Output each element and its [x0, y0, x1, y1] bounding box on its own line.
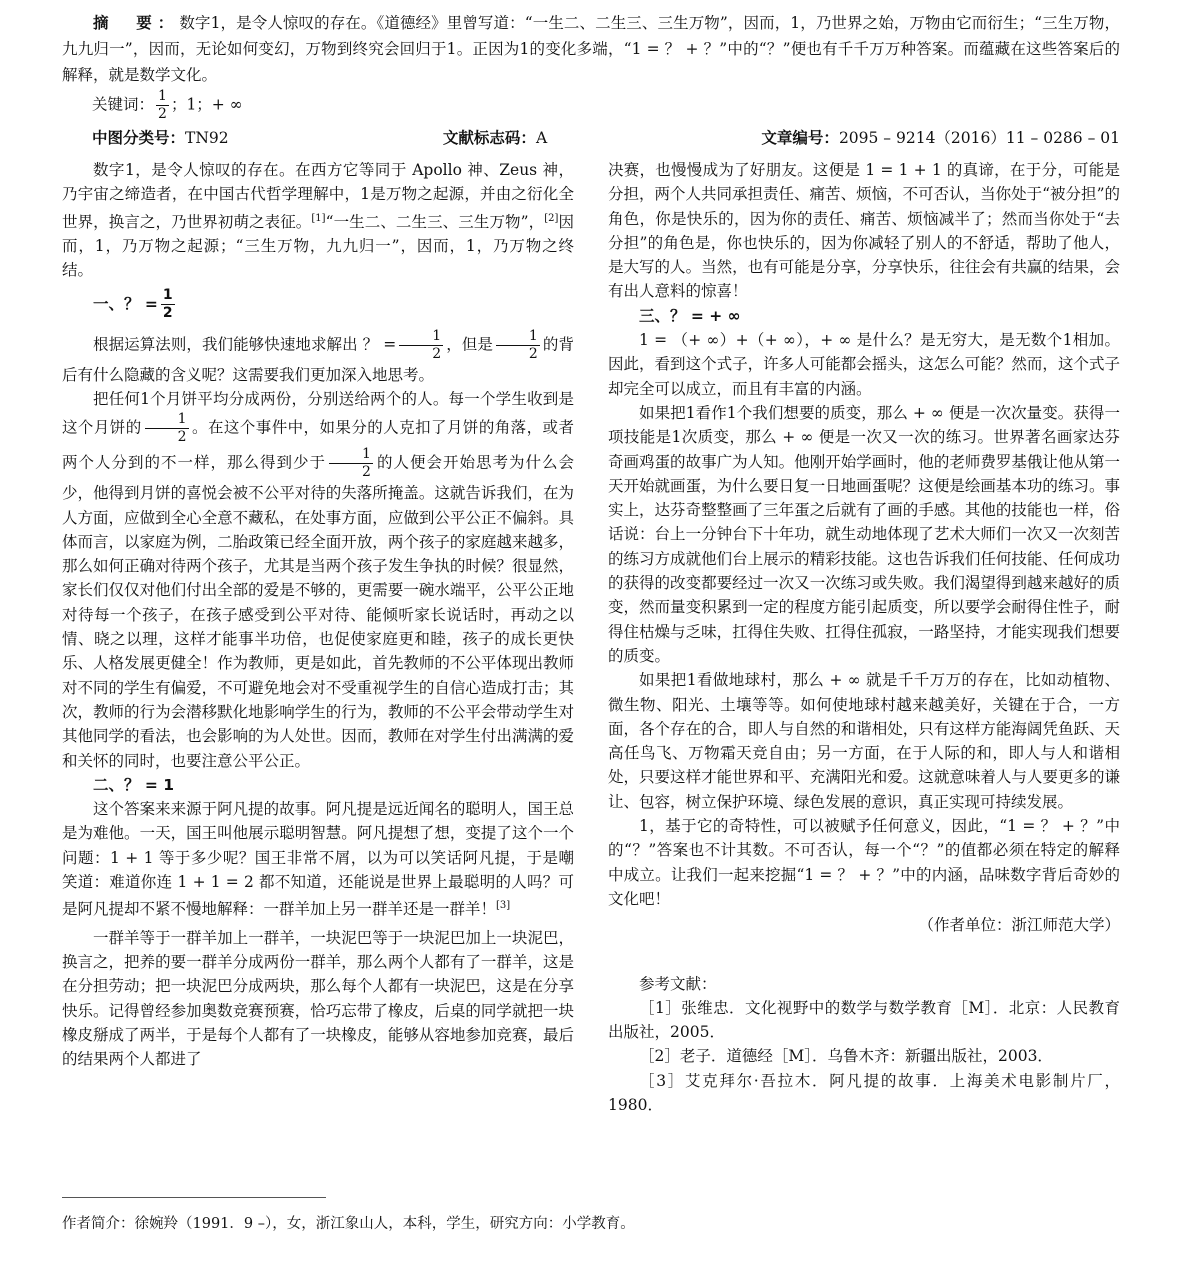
paragraph: 决赛，也慢慢成为了好朋友。这便是 1 = 1 + 1 的真谛，在于分，可能是分担，两个人共同承担责任、痛苦、烦恼，不可否认，当你处于“被分担”的角色，你是快乐的，因为你的责任、痛苦、烦恼减半了；然而当你处于“去分担”的角色是，你也快乐的，因为你减轻了别人的不舒适，帮助了他人，是大写的人。当然，也有可能是分享，分享快乐，往往会有共赢的结果，会有出人意料的惊喜！	[608, 161, 1120, 301]
reference-item: ［2］老子．道德经［M］．乌鲁木齐：新疆出版社，2003．	[639, 1047, 1053, 1066]
clc-number: 中图分类号：TN92	[92, 129, 229, 147]
reference-item: ［3］艾克拜尔·吾拉木．阿凡提的故事．上海美术电影制片厂，1980．	[608, 1071, 1120, 1114]
document-code: 文献标志码：A	[442, 129, 548, 147]
references-title: 参考文献：	[639, 974, 717, 993]
author-note: 作者简介：徐婉羚（1991．9 –），女，浙江象山人，本科，学生，研究方向：小学教育。	[62, 1216, 635, 1232]
article-number: 文章编号：2095 – 9214（2016）11 – 0286 – 01	[761, 129, 1120, 147]
abstract-text: 数字1，是令人惊叹的存在。《道德经》里曾写道：“一生二、二生三、三生万物”，因而，1，乃世界之始，万物由它而衍生；“三生万物，九九归一”，因而，无论如何变幻，万物到终究会回归于1。正因为1的变化多端，“1 = ？ + ？”中的“？”便也有千千万万种答案。而蕴藏在这些答案后的解释，就是数学文化。	[62, 14, 1120, 84]
keyword-fraction: $\frac{1}{2}$	[158, 88, 167, 122]
abstract	[62, 10, 1120, 88]
paragraph: 1 = （+ ∞）+（+ ∞），+ ∞ 是什么？是无穷大，是无数个1相加。因此，看到这个式子，许多人可能都会摇头，这怎么可能？然而，这个式子却完全可以成立，而且有丰富的内涵。	[608, 331, 1120, 398]
classification-line	[92, 126, 1120, 148]
keywords-label: 关键词：	[92, 95, 155, 114]
section-heading-3: 三、？ = + ∞	[639, 306, 741, 325]
intro-paragraph: 数字1，是令人惊叹的存在。在西方它等同于 Apollo 神、Zeus 神，乃宇宙之缔造者，在中国古代哲学理解中，1是万物之起源，并由之衍化全世界，换言之，乃世界初萌之表征。[1]“一生二、二生三、三生万物”，[2]因而，1，乃万物之起源；“三生万物，九九归一”，因而，1，乃万物之终结。	[62, 161, 574, 280]
paragraph: 把任何1个月饼平均分成两份，分别送给两个的人。每一个学生收到是这个月饼的 $\frac{1}{2}$ 。在这个事件中，如果分的人克扣了月饼的角落，或者两个人分到的不一样，那么得到少于 $\frac{1}{2}$ 的人便会开始思考为什么会少，他得到月饼的喜悦会被不公平对待的失落所掩盖。这就告诉我们，在为人方面，应做到全心全意不藏私，在处事方面，应做到公平公正不偏斜。具体而言，以家庭为例，二胎政策已经全面开放，两个孩子的家庭越来越多，那么如何正确对待两个孩子，尤其是当两个孩子发生争执的时候？很显然，家长们仅仅对他们付出全部的爱是不够的，更需要一碗水端平，公平公正地对待每一个孩子，在孩子感受到公平对待、能倾听家长说话时，再动之以情、晓之以理，这样才能事半功倍，也促使家庭更和睦，孩子的成长更快乐、人格发展更健全！作为教师，更是如此，首先教师的不公平体现出教师对不同的学生有偏爱，不可避免地会对不受重视学生的自信心造成打击；其次，教师的行为会潜移默化地影响学生的行为，教师的不公平会带动学生对其他同学的看法，也会影响的为人处世。因而，教师在对学生付出满满的爱和关怀的同时，也要注意公平公正。	[62, 389, 574, 770]
paragraph: 一群羊等于一群羊加上一群羊，一块泥巴等于一块泥巴加上一块泥巴，换言之，把养的要一群羊分成两份一群羊，那么两个人都有了一群羊，这是在分担劳动；把一块泥巴分成两块，那么每个人都有一块泥巴，这是在分享快乐。记得曾经参加奥数竞赛预赛，恰巧忘带了橡皮，后桌的同学就把一块橡皮掰成了两半，于是每个人都有了一块橡皮，能够从容地参加竞赛，最后的结果两个人都进了	[62, 928, 574, 1069]
left-column	[62, 158, 574, 1072]
keywords-rest: ；1；+ ∞	[170, 95, 243, 114]
footnote-rule	[62, 1197, 326, 1198]
right-column	[608, 158, 1120, 1117]
reference-item: ［1］张维忠．文化视野中的数学与数学教育［M］．北京：人民教育出版社，2005．	[608, 998, 1120, 1042]
paragraph: 1，基于它的奇特性，可以被赋予任何意义，因此，“1 = ？ + ？”中的“？”答案也不计其数。不可否认，每一个“？”的值都必须在特定的解释中成立。让我们一起来挖掘“1 = ？ + ？”中的内涵，品味数字背后奇妙的文化吧！	[608, 817, 1120, 908]
section-heading-2: 二、？ = 1	[93, 775, 175, 794]
paragraph: 根据运算法则，我们能够快速地求解出 ？ = $\frac{1}{2}$ ，但是 $\frac{1}{2}$ 的背后有什么隐藏的含义呢？这需要我们更加深入地思考。	[62, 327, 574, 384]
abstract-label: 摘 要：	[93, 14, 180, 32]
paragraph: 如果把1看做地球村，那么 + ∞ 就是千千万万的存在，比如动植物、微生物、阳光、土壤等等。如何使地球村越来越美好，关键在于合，一方面，各个存在的合，即人与自然的和谐相处，只有这样方能海阔凭鱼跃、天高任鸟飞、万物霜天竞自由；另一方面，在于人际的和，即人与人和谐相处，只要这样才能世界和平、充满阳光和爱。这就意味着人与人要更多的谦让、包容，树立保护环境、绿色发展的意识，真正实现可持续发展。	[608, 671, 1120, 811]
author-affiliation: （作者单位：浙江师范大学）	[918, 916, 1120, 935]
paragraph: 如果把1看作1个我们想要的质变，那么 + ∞ 便是一次次量变。获得一项技能是1次质变，那么 + ∞ 便是一次又一次的练习。世界著名画家达芬奇画鸡蛋的故事广为人知。他刚开始学画时，他的老师费罗基俄让他从第一天开始就画蛋，为什么要日复一日地画蛋呢？这便是绘画基本功的练习。事实上，达芬奇整整画了三年蛋之后就有了画的手感。其他的技能也一样，俗话说：台上一分钟台下十年功，就生动地体现了艺术大师们一次又一次刻苦的练习方成就他们台上展示的精彩技能。这也告诉我们任何技能、任何成功的获得的改变都要经过一次又一次练习或失败。我们渴望得到越来越好的质变，然而量变积累到一定的程度方能引起质变，所以要学会耐得住性子，耐得住枯燥与乏味，扛得住失败、扛得住孤寂，一路坚持，才能实现我们想要的质变。	[608, 403, 1120, 665]
keywords	[92, 88, 243, 123]
section-heading-1: 一、？ = $\frac{1}{2}$	[93, 286, 173, 321]
paragraph: 这个答案来来源于阿凡提的故事。阿凡提是远近闻名的聪明人，国王总是为难他。一天，国王叫他展示聪明智慧。阿凡提想了想，变提了这个一个问题：1 + 1 等于多少呢？国王非常不屑，以为可以笑话阿凡提，于是嘲笑道：难道你连 1 + 1 = 2 都不知道，还能说是世界上最聪明的人吗？可是阿凡提却不紧不慢地解释：一群羊加上另一群羊还是一群羊！[3]	[62, 800, 574, 919]
